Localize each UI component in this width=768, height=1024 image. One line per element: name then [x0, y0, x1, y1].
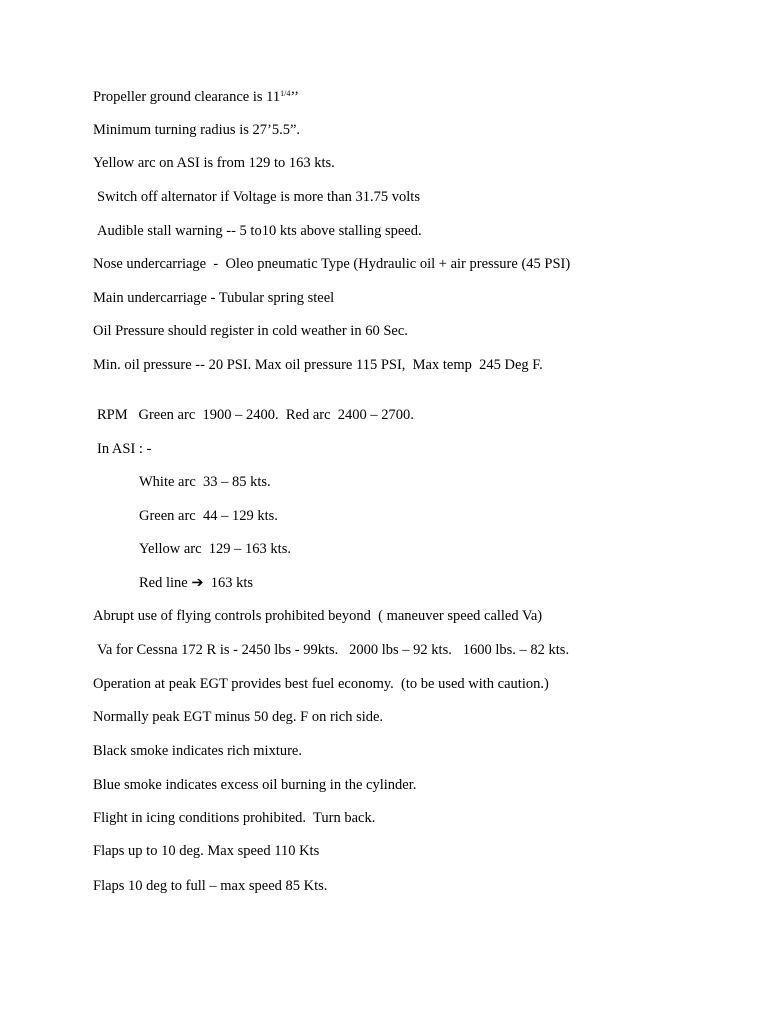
blue-smoke-line: Blue smoke indicates excess oil burning in the cylinder. — [93, 777, 417, 793]
asi-heading-line: In ASI : - — [97, 441, 152, 457]
icing-line: Flight in icing conditions prohibited. Turn back. — [93, 810, 376, 826]
asi-red-line: Red line ➔ 163 kts — [139, 575, 254, 591]
propeller-clearance-unit: ’’ — [290, 89, 299, 105]
alternator-line: Switch off alternator if Voltage is more than 31.75 volts — [97, 189, 420, 205]
rich-side-line: Normally peak EGT minus 50 deg. F on rich side. — [93, 709, 384, 725]
black-smoke-line: Black smoke indicates rich mixture. — [93, 743, 302, 759]
va-speeds-line: Va for Cessna 172 R is - 2450 lbs - 99kts. 2000 lbs – 92 kts. 1600 lbs. – 82 kts. — [97, 642, 570, 658]
maneuver-speed-line: Abrupt use of flying controls prohibited beyond ( maneuver speed called Va) — [93, 608, 543, 624]
yellow-arc-line: Yellow arc on ASI is from 129 to 163 kts. — [93, 155, 335, 171]
asi-yellow-arc-line: Yellow arc 129 – 163 kts. — [139, 541, 291, 557]
asi-green-arc-line: Green arc 44 – 129 kts. — [139, 508, 278, 524]
nose-undercarriage-line: Nose undercarriage - Oleo pneumatic Type (Hydraulic oil + air pressure (45 PSI) — [93, 256, 571, 272]
oil-pressure-cold-line: Oil Pressure should register in cold weather in 60 Sec. — [93, 323, 408, 339]
oil-limits-line: Min. oil pressure -- 20 PSI. Max oil pressure 115 PSI, Max temp 245 Deg F. — [93, 357, 543, 373]
rpm-arcs-line: RPM Green arc 1900 – 2400. Red arc 2400 – 2700. — [97, 407, 414, 423]
stall-warning-line: Audible stall warning -- 5 to10 kts above stalling speed. — [97, 223, 422, 239]
propeller-clearance-fraction: 1/4 — [280, 89, 291, 98]
turning-radius-line: Minimum turning radius is 27’5.5”. — [93, 122, 301, 138]
propeller-clearance-text: Propeller ground clearance is 11 — [93, 89, 281, 105]
propeller-clearance-line — [93, 88, 299, 106]
asi-white-arc-line: White arc 33 – 85 kts. — [139, 474, 271, 490]
flaps-10-line: Flaps up to 10 deg. Max speed 110 Kts — [93, 843, 320, 859]
flaps-full-line: Flaps 10 deg to full – max speed 85 Kts. — [93, 878, 328, 894]
peak-egt-line: Operation at peak EGT provides best fuel economy. (to be used with caution.) — [93, 676, 549, 692]
main-undercarriage-line: Main undercarriage - Tubular spring steel — [93, 290, 335, 306]
